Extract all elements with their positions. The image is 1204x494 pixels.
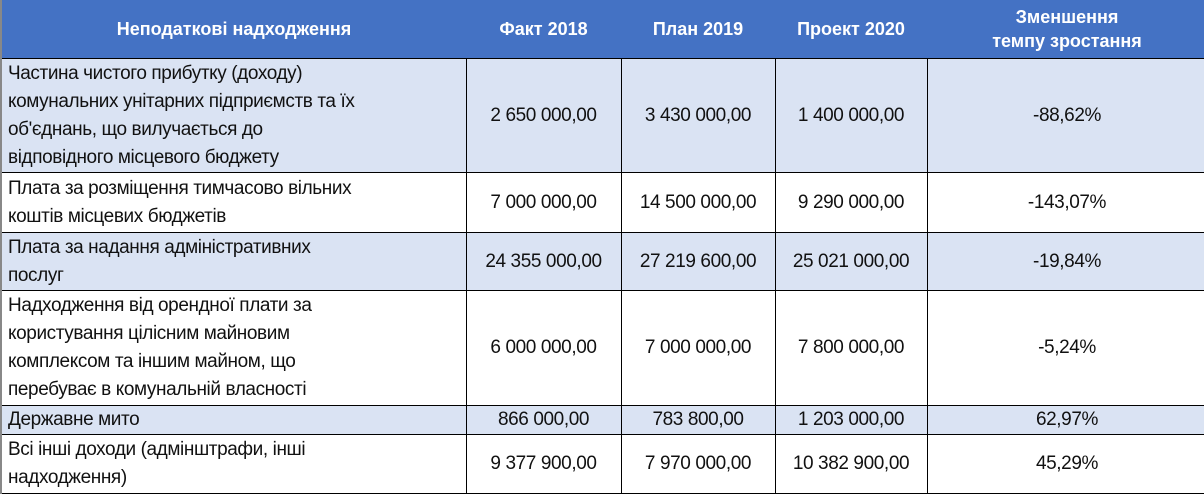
row-name: Державне мито <box>1 406 466 435</box>
change-cell: -143,07% <box>927 173 1204 233</box>
table-row <box>1 233 1204 291</box>
header-change: Зменшення темпу зростання <box>927 0 1204 59</box>
change-cell: 45,29% <box>927 435 1204 494</box>
project-2020-cell: 1 203 000,00 <box>775 406 927 435</box>
plan-2019-cell: 783 800,00 <box>621 406 775 435</box>
project-2020-cell: 25 021 000,00 <box>775 233 927 291</box>
table-row <box>1 291 1204 406</box>
project-2020-cell: 1 400 000,00 <box>775 59 927 173</box>
fact-2018-cell: 2 650 000,00 <box>466 59 621 173</box>
plan-2019-cell: 7 970 000,00 <box>621 435 775 494</box>
fact-2018-cell: 24 355 000,00 <box>466 233 621 291</box>
plan-2019-cell: 27 219 600,00 <box>621 233 775 291</box>
plan-2019-cell: 3 430 000,00 <box>621 59 775 173</box>
fact-2018-cell: 6 000 000,00 <box>466 291 621 406</box>
table-row <box>1 173 1204 233</box>
change-cell: -19,84% <box>927 233 1204 291</box>
header-name: Неподаткові надходження <box>1 0 466 59</box>
table-row <box>1 435 1204 494</box>
row-name: Частина чистого прибутку (доходу) комунальних унітарних підприємств та їх об'єднань, що вилучається до відповідного місцевого бюджету <box>1 59 466 173</box>
change-cell: 62,97% <box>927 406 1204 435</box>
project-2020-cell: 9 290 000,00 <box>775 173 927 233</box>
change-cell: -88,62% <box>927 59 1204 173</box>
plan-2019-cell: 7 000 000,00 <box>621 291 775 406</box>
project-2020-cell: 10 382 900,00 <box>775 435 927 494</box>
header-row <box>1 0 1204 59</box>
header-fact-2018: Факт 2018 <box>466 0 621 59</box>
row-name: Надходження від орендної плати за користування цілісним майновим комплексом та іншим майном, що перебуває в комунальній власності <box>1 291 466 406</box>
header-project-2020: Проект 2020 <box>775 0 927 59</box>
project-2020-cell: 7 800 000,00 <box>775 291 927 406</box>
plan-2019-cell: 14 500 000,00 <box>621 173 775 233</box>
fact-2018-cell: 7 000 000,00 <box>466 173 621 233</box>
row-name: Плата за надання адміністративних послуг <box>1 233 466 291</box>
fact-2018-cell: 9 377 900,00 <box>466 435 621 494</box>
change-cell: -5,24% <box>927 291 1204 406</box>
table-row <box>1 406 1204 435</box>
fact-2018-cell: 866 000,00 <box>466 406 621 435</box>
row-name: Всі інші доходи (адмінштрафи, інші надходження) <box>1 435 466 494</box>
row-name: Плата за розміщення тимчасово вільних коштів місцевих бюджетів <box>1 173 466 233</box>
header-plan-2019: План 2019 <box>621 0 775 59</box>
table-row <box>1 59 1204 173</box>
